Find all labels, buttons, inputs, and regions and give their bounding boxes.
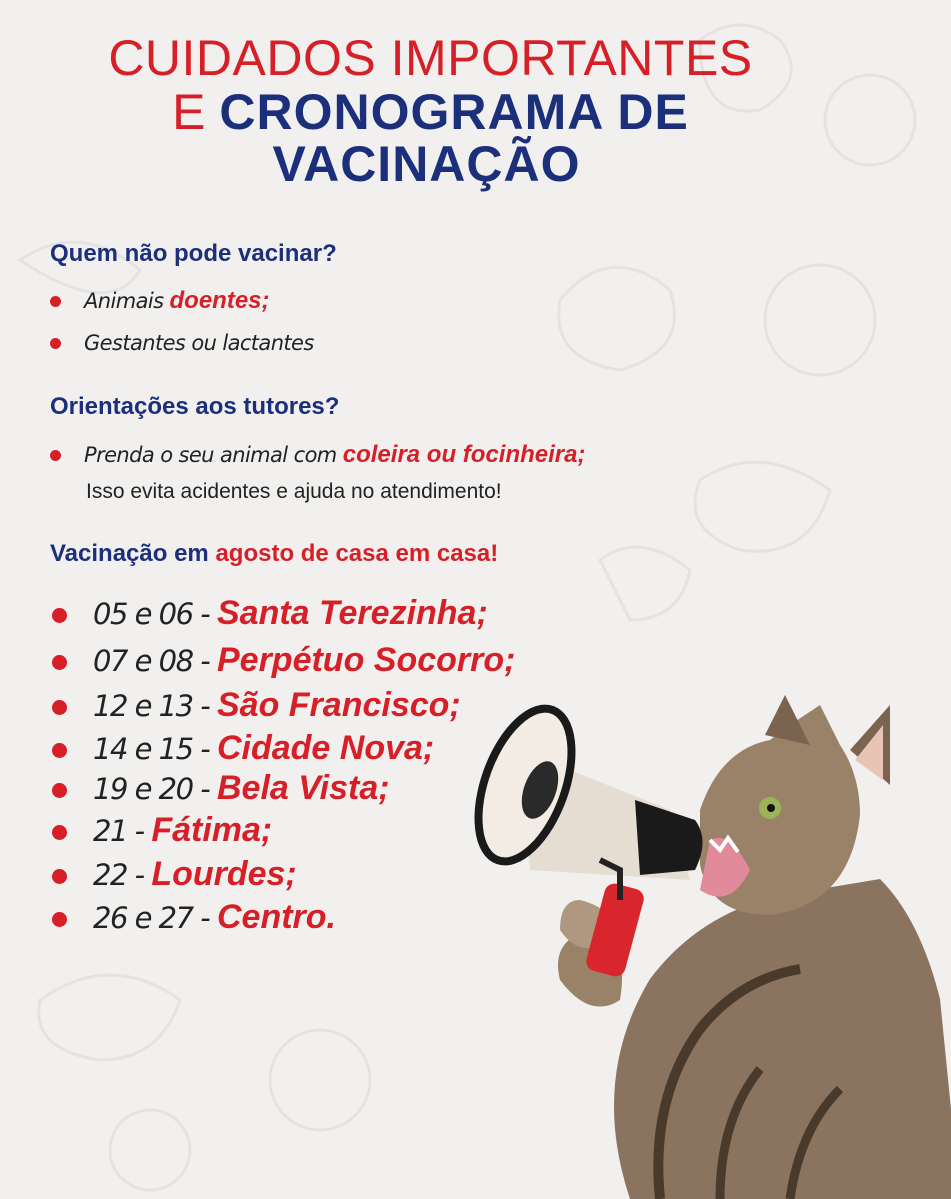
section-3-heading xyxy=(50,540,498,568)
bullet-icon xyxy=(50,450,61,461)
section-2-heading: Orientações aos tutores? xyxy=(50,393,340,420)
title-line-2-prefix: E xyxy=(172,84,220,140)
schedule-place: Cidade Nova; xyxy=(216,729,435,767)
bullet-icon xyxy=(52,825,67,840)
list-item-text: Gestantes ou lactantes xyxy=(84,331,314,355)
schedule-date: 12 e 13 - xyxy=(93,689,217,723)
schedule-item xyxy=(52,688,461,722)
title-line-2 xyxy=(0,84,906,140)
schedule-date: 19 e 20 - xyxy=(93,772,217,806)
schedule-place: Centro. xyxy=(216,898,336,936)
list-item-highlight: doentes; xyxy=(169,287,270,314)
list-item xyxy=(50,441,585,469)
list-item-text: Animais xyxy=(84,289,170,313)
bullet-icon xyxy=(52,608,67,623)
schedule-item xyxy=(52,813,272,847)
title-line-2-bold: CRONOGRAMA DE xyxy=(219,84,689,140)
schedule-item xyxy=(52,900,336,934)
section-3-heading-highlight: agosto de casa em casa! xyxy=(215,540,499,567)
list-item xyxy=(50,287,270,315)
bullet-icon xyxy=(52,700,67,715)
section-1-heading: Quem não pode vacinar? xyxy=(50,240,337,267)
title-line-3: VACINAÇÃO xyxy=(272,136,581,192)
schedule-item xyxy=(52,731,434,765)
schedule-date: 21 - xyxy=(93,814,152,848)
schedule-item xyxy=(52,596,488,630)
schedule-place: Santa Terezinha; xyxy=(216,594,488,632)
schedule-date: 07 e 08 - xyxy=(93,644,217,678)
schedule-place: Fátima; xyxy=(151,811,273,849)
schedule-date: 05 e 06 - xyxy=(93,597,217,631)
schedule-place: Bela Vista; xyxy=(216,769,390,807)
list-item-highlight: coleira ou focinheira; xyxy=(342,441,586,468)
schedule-date: 22 - xyxy=(93,858,152,892)
section-3-heading-text: Vacinação em xyxy=(50,540,216,567)
schedule-place: São Francisco; xyxy=(216,686,461,724)
list-item xyxy=(50,329,314,356)
schedule-item xyxy=(52,857,297,891)
bullet-icon xyxy=(52,743,67,758)
schedule-date: 26 e 27 - xyxy=(93,901,217,935)
bullet-icon xyxy=(52,869,67,884)
schedule-place: Perpétuo Socorro; xyxy=(216,641,516,679)
section-2-note: Isso evita acidentes e ajuda no atendimento! xyxy=(86,480,502,503)
bullet-icon xyxy=(50,338,61,349)
schedule-item xyxy=(52,771,390,805)
list-item-text: Prenda o seu animal com xyxy=(84,443,343,467)
bullet-icon xyxy=(52,655,67,670)
schedule-place: Lourdes; xyxy=(151,855,297,893)
bullet-icon xyxy=(52,912,67,927)
bullet-icon xyxy=(52,783,67,798)
bullet-icon xyxy=(50,296,61,307)
cat-megaphone-illustration xyxy=(460,690,951,1199)
schedule-date: 14 e 15 - xyxy=(93,732,217,766)
schedule-item xyxy=(52,643,515,677)
title-line-1: CUIDADOS IMPORTANTES xyxy=(108,30,753,86)
